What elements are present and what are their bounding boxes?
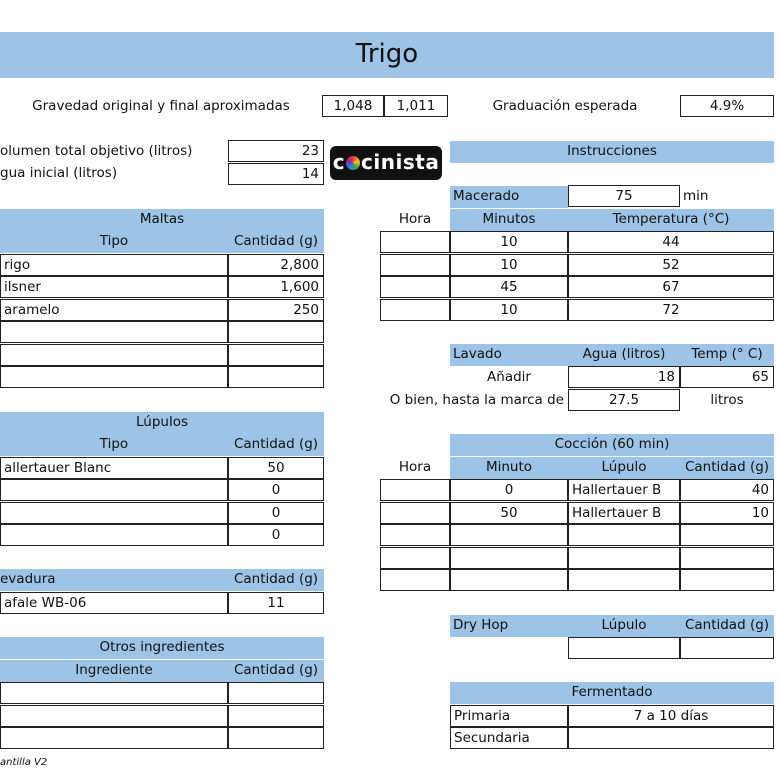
levadura-tipo-cell[interactable]: afale WB-06: [0, 592, 228, 614]
lupulos-header: Lúpulos: [0, 412, 324, 434]
fermentado-secundaria-label: Secundaria: [450, 727, 568, 749]
maltas-col-tipo: Tipo: [0, 231, 228, 253]
maltas-cantidad-cell[interactable]: 2,800: [228, 254, 324, 276]
macerado-minutos-cell[interactable]: 10: [450, 254, 568, 276]
coccion-col-minuto: Minuto: [450, 457, 568, 479]
macerado-minutos-cell[interactable]: 10: [450, 299, 568, 321]
lupulos-tipo-cell[interactable]: [0, 524, 228, 546]
page-title: Trigo: [0, 32, 774, 78]
cocinista-logo-icon: [330, 146, 442, 180]
coccion-hora-cell[interactable]: [380, 569, 450, 591]
coccion-minuto-cell[interactable]: [450, 524, 568, 546]
macerado-minutos-cell[interactable]: 45: [450, 276, 568, 298]
coccion-lupulo-cell[interactable]: Hallertauer B: [568, 502, 680, 524]
maltas-tipo-cell[interactable]: ilsner: [0, 276, 228, 298]
lavado-marca-cell[interactable]: 27.5: [568, 389, 680, 411]
coccion-cantidad-cell[interactable]: [680, 569, 774, 591]
lupulos-tipo-cell[interactable]: [0, 502, 228, 524]
levadura-cantidad-cell[interactable]: 11: [228, 592, 324, 614]
maltas-cantidad-cell[interactable]: 1,600: [228, 276, 324, 298]
volumen-value-cell[interactable]: 23: [228, 140, 324, 162]
macerado-label: Macerado: [450, 186, 568, 208]
coccion-lupulo-cell[interactable]: [568, 569, 680, 591]
agua-inicial-label: gua inicial (litros): [0, 165, 118, 181]
dryhop-col-cantidad: Cantidad (g): [680, 615, 774, 637]
maltas-tipo-cell[interactable]: [0, 366, 228, 388]
maltas-cantidad-cell[interactable]: 250: [228, 299, 324, 321]
levadura-col-cantidad: Cantidad (g): [228, 569, 324, 591]
logo-text-b: cinista: [361, 150, 440, 174]
macerado-value-cell[interactable]: 75: [568, 185, 680, 207]
lupulos-col-cantidad: Cantidad (g): [228, 434, 324, 456]
fermentado-header: Fermentado: [450, 682, 774, 704]
maltas-cantidad-cell[interactable]: [228, 344, 324, 366]
lavado-marca-unit: litros: [710, 392, 744, 408]
macerado-temp-cell[interactable]: 67: [568, 276, 774, 298]
graduacion-value-cell[interactable]: 4.9%: [680, 95, 774, 117]
lavado-temp-cell[interactable]: 65: [680, 366, 774, 388]
dryhop-col-lupulo: Lúpulo: [568, 615, 680, 637]
coccion-cantidad-cell[interactable]: [680, 547, 774, 569]
lavado-col-temp: Temp (° C): [680, 344, 774, 366]
maltas-tipo-cell[interactable]: [0, 344, 228, 366]
coccion-cantidad-cell[interactable]: 10: [680, 502, 774, 524]
coccion-lupulo-cell[interactable]: Hallertauer B: [568, 479, 680, 501]
maltas-tipo-cell[interactable]: rigo: [0, 254, 228, 276]
otros-ingrediente-cell[interactable]: [0, 682, 228, 704]
coccion-col-lupulo: Lúpulo: [568, 457, 680, 479]
otros-cantidad-cell[interactable]: [228, 682, 324, 704]
maltas-cantidad-cell[interactable]: [228, 321, 324, 343]
coccion-minuto-cell[interactable]: [450, 547, 568, 569]
otros-ingrediente-cell[interactable]: [0, 727, 228, 749]
dryhop-lupulo-cell[interactable]: [568, 637, 680, 659]
coccion-cantidad-cell[interactable]: [680, 524, 774, 546]
maltas-header: Maltas: [0, 209, 324, 231]
dryhop-cantidad-cell[interactable]: [680, 637, 774, 659]
lupulos-cantidad-cell[interactable]: 50: [228, 457, 324, 479]
volumen-label: olumen total objetivo (litros): [0, 143, 193, 159]
gravedad-label: Gravedad original y final aproximadas: [32, 98, 290, 114]
otros-cantidad-cell[interactable]: [228, 727, 324, 749]
coccion-hora-cell[interactable]: [380, 547, 450, 569]
coccion-cantidad-cell[interactable]: 40: [680, 479, 774, 501]
lupulos-cantidad-cell[interactable]: 0: [228, 524, 324, 546]
maltas-cantidad-cell[interactable]: [228, 366, 324, 388]
lavado-label: Lavado: [450, 344, 568, 366]
coccion-hora-cell[interactable]: [380, 479, 450, 501]
maltas-col-cantidad: Cantidad (g): [228, 231, 324, 253]
gravedad-original-cell[interactable]: 1,048: [322, 95, 384, 117]
otros-col-ingrediente: Ingrediente: [0, 660, 228, 682]
lavado-marca-label: O bien, hasta la marca de: [389, 392, 564, 408]
gravedad-final-cell[interactable]: 1,011: [384, 95, 448, 117]
macerado-hora-cell[interactable]: [380, 254, 450, 276]
fermentado-primaria-cell[interactable]: 7 a 10 días: [568, 705, 774, 727]
coccion-col-cantidad: Cantidad (g): [680, 457, 774, 479]
lupulos-tipo-cell[interactable]: [0, 479, 228, 501]
fermentado-secundaria-cell[interactable]: [568, 727, 774, 749]
macerado-hora-cell[interactable]: [380, 231, 450, 253]
otros-ingrediente-cell[interactable]: [0, 705, 228, 727]
macerado-col-temp: Temperatura (°C): [568, 209, 774, 231]
macerado-temp-cell[interactable]: 52: [568, 254, 774, 276]
levadura-header: evadura: [0, 569, 228, 591]
coccion-minuto-cell[interactable]: 50: [450, 502, 568, 524]
lupulos-col-tipo: Tipo: [0, 434, 228, 456]
lavado-agua-cell[interactable]: 18: [568, 366, 680, 388]
otros-header: Otros ingredientes: [0, 637, 324, 659]
agua-inicial-value-cell[interactable]: 14: [228, 163, 324, 185]
coccion-hora-cell[interactable]: [380, 524, 450, 546]
otros-cantidad-cell[interactable]: [228, 705, 324, 727]
fermentado-primaria-label: Primaria: [450, 705, 568, 727]
lupulos-tipo-cell[interactable]: allertauer Blanc: [0, 457, 228, 479]
logo-ring-icon: [346, 156, 360, 170]
macerado-col-hora: Hora: [398, 211, 432, 227]
footer-template-label: antilla V2: [0, 757, 48, 768]
coccion-col-hora: Hora: [398, 459, 432, 475]
coccion-lupulo-cell[interactable]: [568, 547, 680, 569]
coccion-hora-cell[interactable]: [380, 502, 450, 524]
logo-text-a: c: [332, 150, 346, 174]
lupulos-cantidad-cell[interactable]: 0: [228, 479, 324, 501]
coccion-header: Cocción (60 min): [450, 434, 774, 456]
macerado-temp-cell[interactable]: 44: [568, 231, 774, 253]
coccion-minuto-cell[interactable]: 0: [450, 479, 568, 501]
lupulos-cantidad-cell[interactable]: 0: [228, 502, 324, 524]
maltas-tipo-cell[interactable]: aramelo: [0, 299, 228, 321]
macerado-minutos-cell[interactable]: 10: [450, 231, 568, 253]
macerado-temp-cell[interactable]: 72: [568, 299, 774, 321]
lavado-anadir-label: Añadir: [487, 369, 531, 385]
macerado-unit: min: [683, 188, 709, 204]
otros-col-cantidad: Cantidad (g): [228, 660, 324, 682]
lavado-col-agua: Agua (litros): [568, 344, 680, 366]
coccion-minuto-cell[interactable]: [450, 569, 568, 591]
maltas-tipo-cell[interactable]: [0, 321, 228, 343]
macerado-hora-cell[interactable]: [380, 299, 450, 321]
macerado-hora-cell[interactable]: [380, 276, 450, 298]
graduacion-label: Graduación esperada: [492, 98, 638, 114]
instrucciones-header: Instrucciones: [450, 141, 774, 163]
dryhop-header: Dry Hop: [450, 615, 568, 637]
macerado-col-minutos: Minutos: [450, 209, 568, 231]
coccion-lupulo-cell[interactable]: [568, 524, 680, 546]
